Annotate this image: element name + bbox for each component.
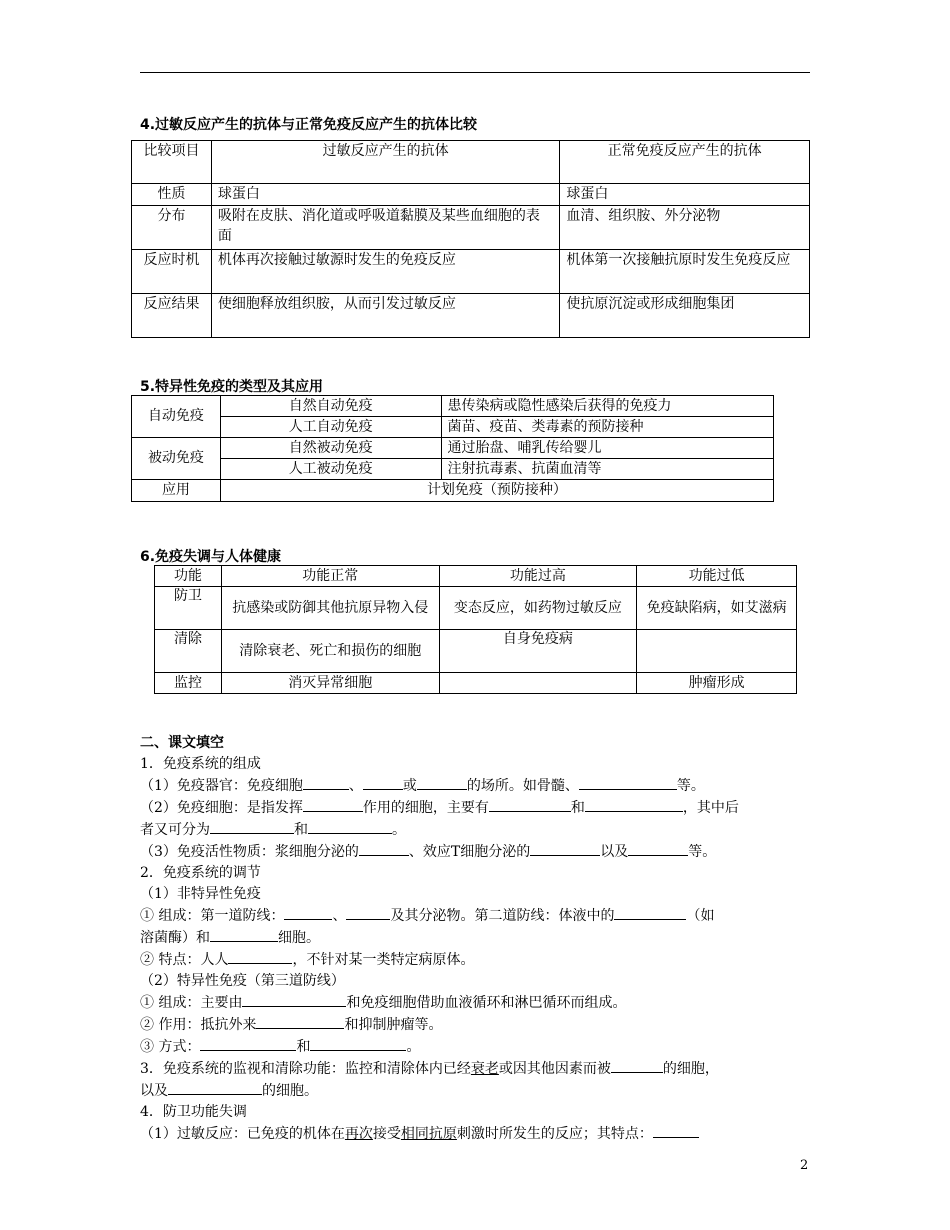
blank-field[interactable] <box>579 775 677 790</box>
text: 的细胞。 <box>262 1083 318 1099</box>
blank-field[interactable] <box>210 819 294 834</box>
table-row <box>155 673 797 694</box>
line <box>140 819 810 841</box>
section6-title: 6.免疫失调与人体健康 <box>140 549 282 565</box>
text: ① 组成：主要由 <box>140 995 243 1011</box>
cell: 人工被动免疫 <box>220 459 441 480</box>
antibody-comparison-table <box>131 140 810 338</box>
table-row <box>132 294 810 338</box>
text: （1）非特异性免疫 <box>140 886 261 902</box>
text: 等。 <box>688 844 717 860</box>
immune-disorder-table <box>154 565 797 694</box>
cell: 注射抗毒素、抗菌血清等 <box>441 459 773 480</box>
header-cell: 正常免疫反应产生的抗体 <box>560 141 810 184</box>
text: ，不针对某一类特定病原体。 <box>292 952 475 968</box>
cell: 人工自动免疫 <box>220 417 441 438</box>
cell: 自然自动免疫 <box>220 396 441 417</box>
blank-field[interactable] <box>210 927 278 942</box>
text: 、 <box>348 778 363 794</box>
blank-field[interactable] <box>417 775 467 790</box>
underlined-text: 衰老 <box>470 1061 499 1077</box>
header-rule <box>140 72 810 73</box>
text: 3．免疫系统的监视和清除功能：监控和清除体内已经 <box>140 1061 471 1077</box>
text: 接受 <box>372 1126 401 1142</box>
table-row <box>155 630 797 673</box>
text: 。 <box>406 1039 421 1055</box>
blank-field[interactable] <box>242 992 346 1007</box>
blank-field[interactable] <box>310 1036 406 1051</box>
table-row <box>155 566 797 587</box>
blank-field[interactable] <box>303 797 363 812</box>
blank-field[interactable] <box>359 841 409 856</box>
cell: 肿瘤形成 <box>637 673 797 694</box>
cell: 使抗原沉淀或形成细胞集团 <box>560 294 810 338</box>
row-label: 反应时机 <box>132 250 212 294</box>
line <box>140 927 810 949</box>
cell: 患传染病或隐性感染后获得的免疫力 <box>441 396 773 417</box>
cell: 消灭异常细胞 <box>221 673 439 694</box>
line <box>140 797 810 819</box>
blank-field[interactable] <box>168 1080 262 1095</box>
text: 以及 <box>140 1083 168 1099</box>
header-cell: 比较项目 <box>132 141 212 184</box>
text: 刺激时所发生的反应；其特点： <box>456 1126 653 1142</box>
section5-title: 5.特异性免疫的类型及其应用 <box>140 379 324 395</box>
group-label: 自动免疫 <box>132 396 221 438</box>
cell: 计划免疫（预防接种） <box>220 480 773 502</box>
line <box>140 1014 810 1036</box>
line <box>140 863 810 884</box>
table-row <box>132 206 810 250</box>
underlined-text: 再次 <box>344 1126 373 1142</box>
line <box>140 1102 810 1123</box>
cell: 球蛋白 <box>211 184 559 206</box>
text: 溶菌酶）和 <box>140 930 210 946</box>
table-row <box>132 417 774 438</box>
text: 细胞。 <box>278 930 320 946</box>
table-row <box>132 480 774 502</box>
cell: 血清、组织胺、外分泌物 <box>560 206 810 250</box>
blank-field[interactable] <box>628 841 688 856</box>
blank-field[interactable] <box>303 775 349 790</box>
line <box>140 1036 810 1058</box>
line <box>140 1080 810 1102</box>
part2-title: 二、课文填空 <box>140 735 224 751</box>
text: （2）特异性免疫（第三道防线） <box>140 973 345 989</box>
text: 、效应T细胞分泌的 <box>408 844 531 860</box>
line <box>140 1058 810 1080</box>
text: 的场所。如骨髓、 <box>466 778 579 794</box>
text: 等。 <box>676 778 705 794</box>
line <box>140 971 810 992</box>
line <box>140 884 810 905</box>
blank-field[interactable] <box>308 819 392 834</box>
header-cell: 功能正常 <box>221 566 439 587</box>
header-cell: 功能过低 <box>637 566 797 587</box>
text: 作用的细胞，主要有 <box>362 800 489 816</box>
row-label: 性质 <box>132 184 212 206</box>
text: 4．防卫功能失调 <box>140 1104 247 1120</box>
blank-field[interactable] <box>585 797 683 812</box>
row-label: 防卫 <box>155 587 222 630</box>
cell: 机体第一次接触抗原时发生免疫反应 <box>560 250 810 294</box>
text: （1）免疫器官：免疫细胞 <box>140 778 303 794</box>
text: 者又可分为 <box>140 822 210 838</box>
text: ① 组成：第一道防线： <box>140 908 285 924</box>
blank-field[interactable] <box>611 1058 663 1073</box>
cell: 使细胞释放组织胺，从而引发过敏反应 <box>211 294 559 338</box>
line <box>140 992 810 1014</box>
text: ② 作用：抵抗外来 <box>140 1017 257 1033</box>
blank-field[interactable] <box>200 1036 296 1051</box>
blank-field[interactable] <box>256 1014 344 1029</box>
cell: 自身免疫病 <box>439 630 637 673</box>
text: 。 <box>392 822 406 838</box>
table-row <box>132 141 810 184</box>
text: （3）免疫活性物质：浆细胞分泌的 <box>140 844 359 860</box>
table-row <box>132 250 810 294</box>
specific-immunity-table <box>131 395 774 502</box>
table-row <box>155 587 797 630</box>
line <box>140 905 810 927</box>
text: 和 <box>570 800 585 816</box>
blank-field[interactable] <box>228 949 292 964</box>
text: 和 <box>296 1039 311 1055</box>
line <box>140 1123 810 1145</box>
underlined-text: 相同抗原 <box>400 1126 457 1142</box>
cell <box>637 630 797 673</box>
row-label: 清除 <box>155 630 222 673</box>
text: 和免疫细胞借助血液循环和淋巴循环而组成。 <box>346 995 627 1011</box>
table-row <box>132 184 810 206</box>
header-cell: 过敏反应产生的抗体 <box>211 141 559 184</box>
fill-blank-section <box>140 733 810 1145</box>
cell: 球蛋白 <box>560 184 810 206</box>
header-cell: 功能 <box>155 566 222 587</box>
table-row <box>132 438 774 459</box>
cell: 抗感染或防御其他抗原异物入侵 <box>221 587 439 630</box>
row-label: 反应结果 <box>132 294 212 338</box>
text: （如 <box>686 908 715 924</box>
blank-field[interactable] <box>489 797 571 812</box>
row-label: 分布 <box>132 206 212 250</box>
blank-field[interactable] <box>614 905 686 920</box>
text: 2．免疫系统的调节 <box>140 865 261 881</box>
text: 和 <box>294 822 308 838</box>
text: 和抑制肿瘤等。 <box>344 1017 443 1033</box>
cell: 清除衰老、死亡和损伤的细胞 <box>221 630 439 673</box>
text: 的细胞， <box>662 1061 719 1077</box>
line <box>140 754 810 775</box>
cell: 变态反应，如药物过敏反应 <box>439 587 637 630</box>
blank-field[interactable] <box>530 841 600 856</box>
text: （1）过敏反应：已免疫的机体在 <box>140 1126 345 1142</box>
line <box>140 841 810 863</box>
cell: 通过胎盘、哺乳传给婴儿 <box>441 438 773 459</box>
text: ，其中后 <box>682 800 739 816</box>
header-cell: 功能过高 <box>439 566 637 587</box>
text: 以及 <box>600 844 629 860</box>
page-number: 2 <box>800 1158 809 1173</box>
cell: 免疫缺陷病，如艾滋病 <box>637 587 797 630</box>
blank-field[interactable] <box>653 1123 699 1138</box>
line <box>140 775 810 797</box>
text: 或 <box>402 778 417 794</box>
blank-field[interactable] <box>346 905 390 920</box>
row-label: 监控 <box>155 673 222 694</box>
cell <box>439 673 637 694</box>
cell: 机体再次接触过敏源时发生的免疫反应 <box>211 250 559 294</box>
text: 、 <box>332 908 347 924</box>
section4-title: 4.过敏反应产生的抗体与正常免疫反应产生的抗体比较 <box>140 117 478 133</box>
cell: 菌苗、疫苗、类毒素的预防接种 <box>441 417 773 438</box>
blank-field[interactable] <box>284 905 332 920</box>
text: ③ 方式： <box>140 1039 201 1055</box>
text: ② 特点：人人 <box>140 952 229 968</box>
table-row <box>132 396 774 417</box>
blank-field[interactable] <box>363 775 403 790</box>
line <box>140 949 810 971</box>
table-row <box>132 459 774 480</box>
row-label: 应用 <box>132 480 221 502</box>
group-label: 被动免疫 <box>132 438 221 480</box>
text: （2）免疫细胞：是指发挥 <box>140 800 303 816</box>
text: 或因其他因素而被 <box>498 1061 611 1077</box>
cell: 吸附在皮肤、消化道或呼吸道黏膜及某些血细胞的表面 <box>211 206 559 250</box>
cell: 自然被动免疫 <box>220 438 441 459</box>
text: 及其分泌物。第二道防线：体液中的 <box>390 908 615 924</box>
text: 1．免疫系统的组成 <box>140 756 261 772</box>
